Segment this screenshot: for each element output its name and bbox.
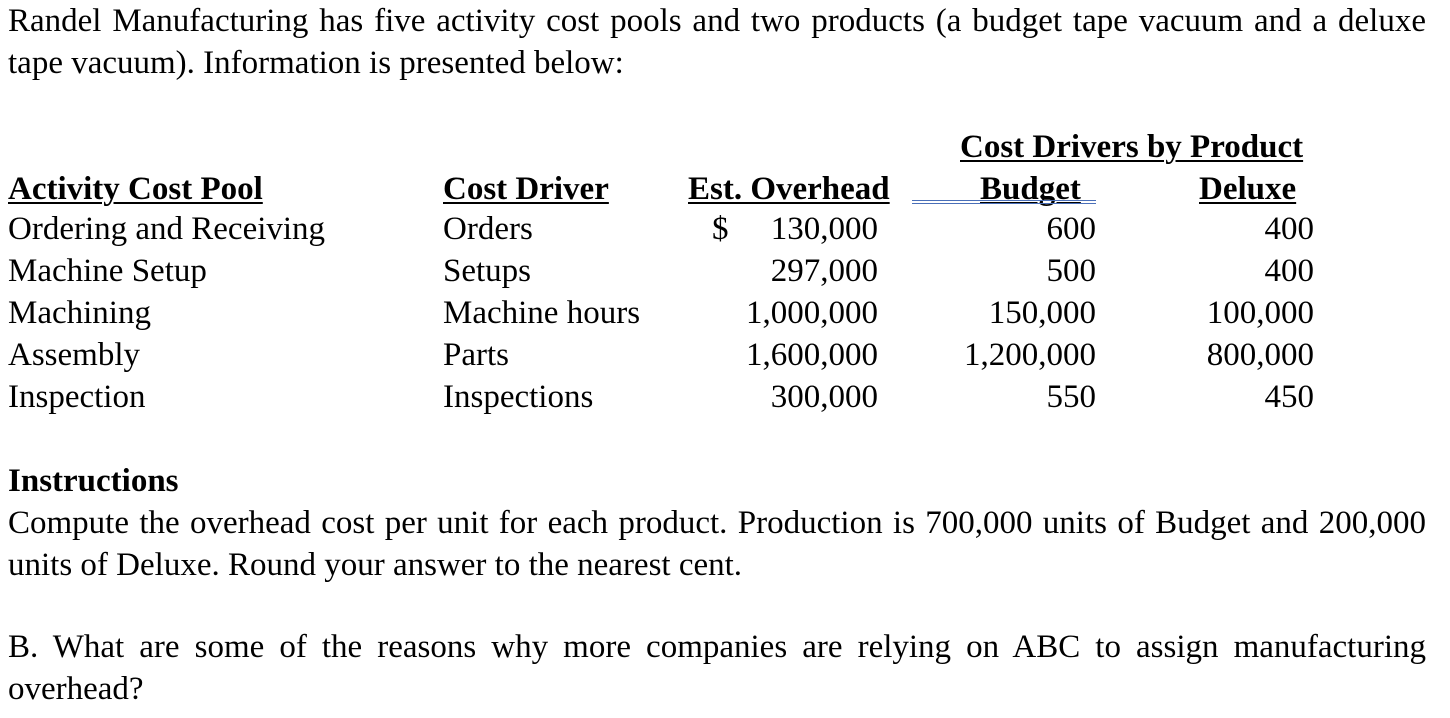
header-cost-driver: Cost Driver	[443, 171, 609, 207]
table-row-budget: 150,000	[988, 295, 1096, 331]
header-est-overhead: Est. Overhead	[688, 171, 890, 207]
table-row-pool: Inspection	[8, 379, 146, 415]
header-activity-cost-pool: Activity Cost Pool	[8, 171, 263, 207]
header-deluxe: Deluxe	[1199, 171, 1297, 207]
table-row-budget: 600	[1046, 211, 1096, 247]
table-row-overhead: 300,000	[770, 379, 878, 415]
table-row-deluxe: 400	[1264, 253, 1314, 289]
table-row-driver: Inspections	[443, 379, 594, 415]
table-row-pool: Machining	[8, 295, 151, 331]
table-row-driver: Orders	[443, 211, 533, 247]
table-row-budget: 1,200,000	[964, 337, 1096, 373]
table-row-dollar-sign: $	[712, 211, 729, 247]
table-row-overhead: 1,000,000	[746, 295, 878, 331]
table-row-deluxe: 450	[1264, 379, 1314, 415]
header-budget: Budget	[980, 171, 1081, 207]
table-row-deluxe: 800,000	[1206, 337, 1314, 373]
table-row-overhead: 130,000	[770, 211, 878, 247]
table-row-driver: Machine hours	[443, 295, 641, 331]
instructions-paragraph: Compute the overhead cost per unit for each product. Production is 700,000 units of Budget and 200,000 units of Deluxe. Round your answer to the nearest cent.	[8, 505, 1426, 583]
intro-paragraph: Randel Manufacturing has five activity cost pools and two products (a budget tape vacuum and a deluxe tape vacuum). Information is presented below:	[8, 3, 1426, 81]
table-row-budget: 550	[1046, 379, 1096, 415]
table-row-pool: Assembly	[8, 337, 140, 373]
instructions-heading: Instructions	[8, 463, 179, 499]
table-row-overhead: 1,600,000	[746, 337, 878, 373]
table-row-budget: 500	[1046, 253, 1096, 289]
cost-drivers-group-header: Cost Drivers by Product	[960, 129, 1304, 165]
table-row-pool: Ordering and Receiving	[8, 211, 326, 247]
table-row-overhead: 297,000	[770, 253, 878, 289]
cell-selection-indicator	[912, 200, 1096, 204]
table-row-deluxe: 100,000	[1206, 295, 1314, 331]
table-row-deluxe: 400	[1264, 211, 1314, 247]
question-b-paragraph: B. What are some of the reasons why more companies are relying on ABC to assign manufacturing overhead?	[8, 629, 1426, 707]
table-row-driver: Parts	[443, 337, 509, 373]
table-row-driver: Setups	[443, 253, 532, 289]
table-row-pool: Machine Setup	[8, 253, 207, 289]
